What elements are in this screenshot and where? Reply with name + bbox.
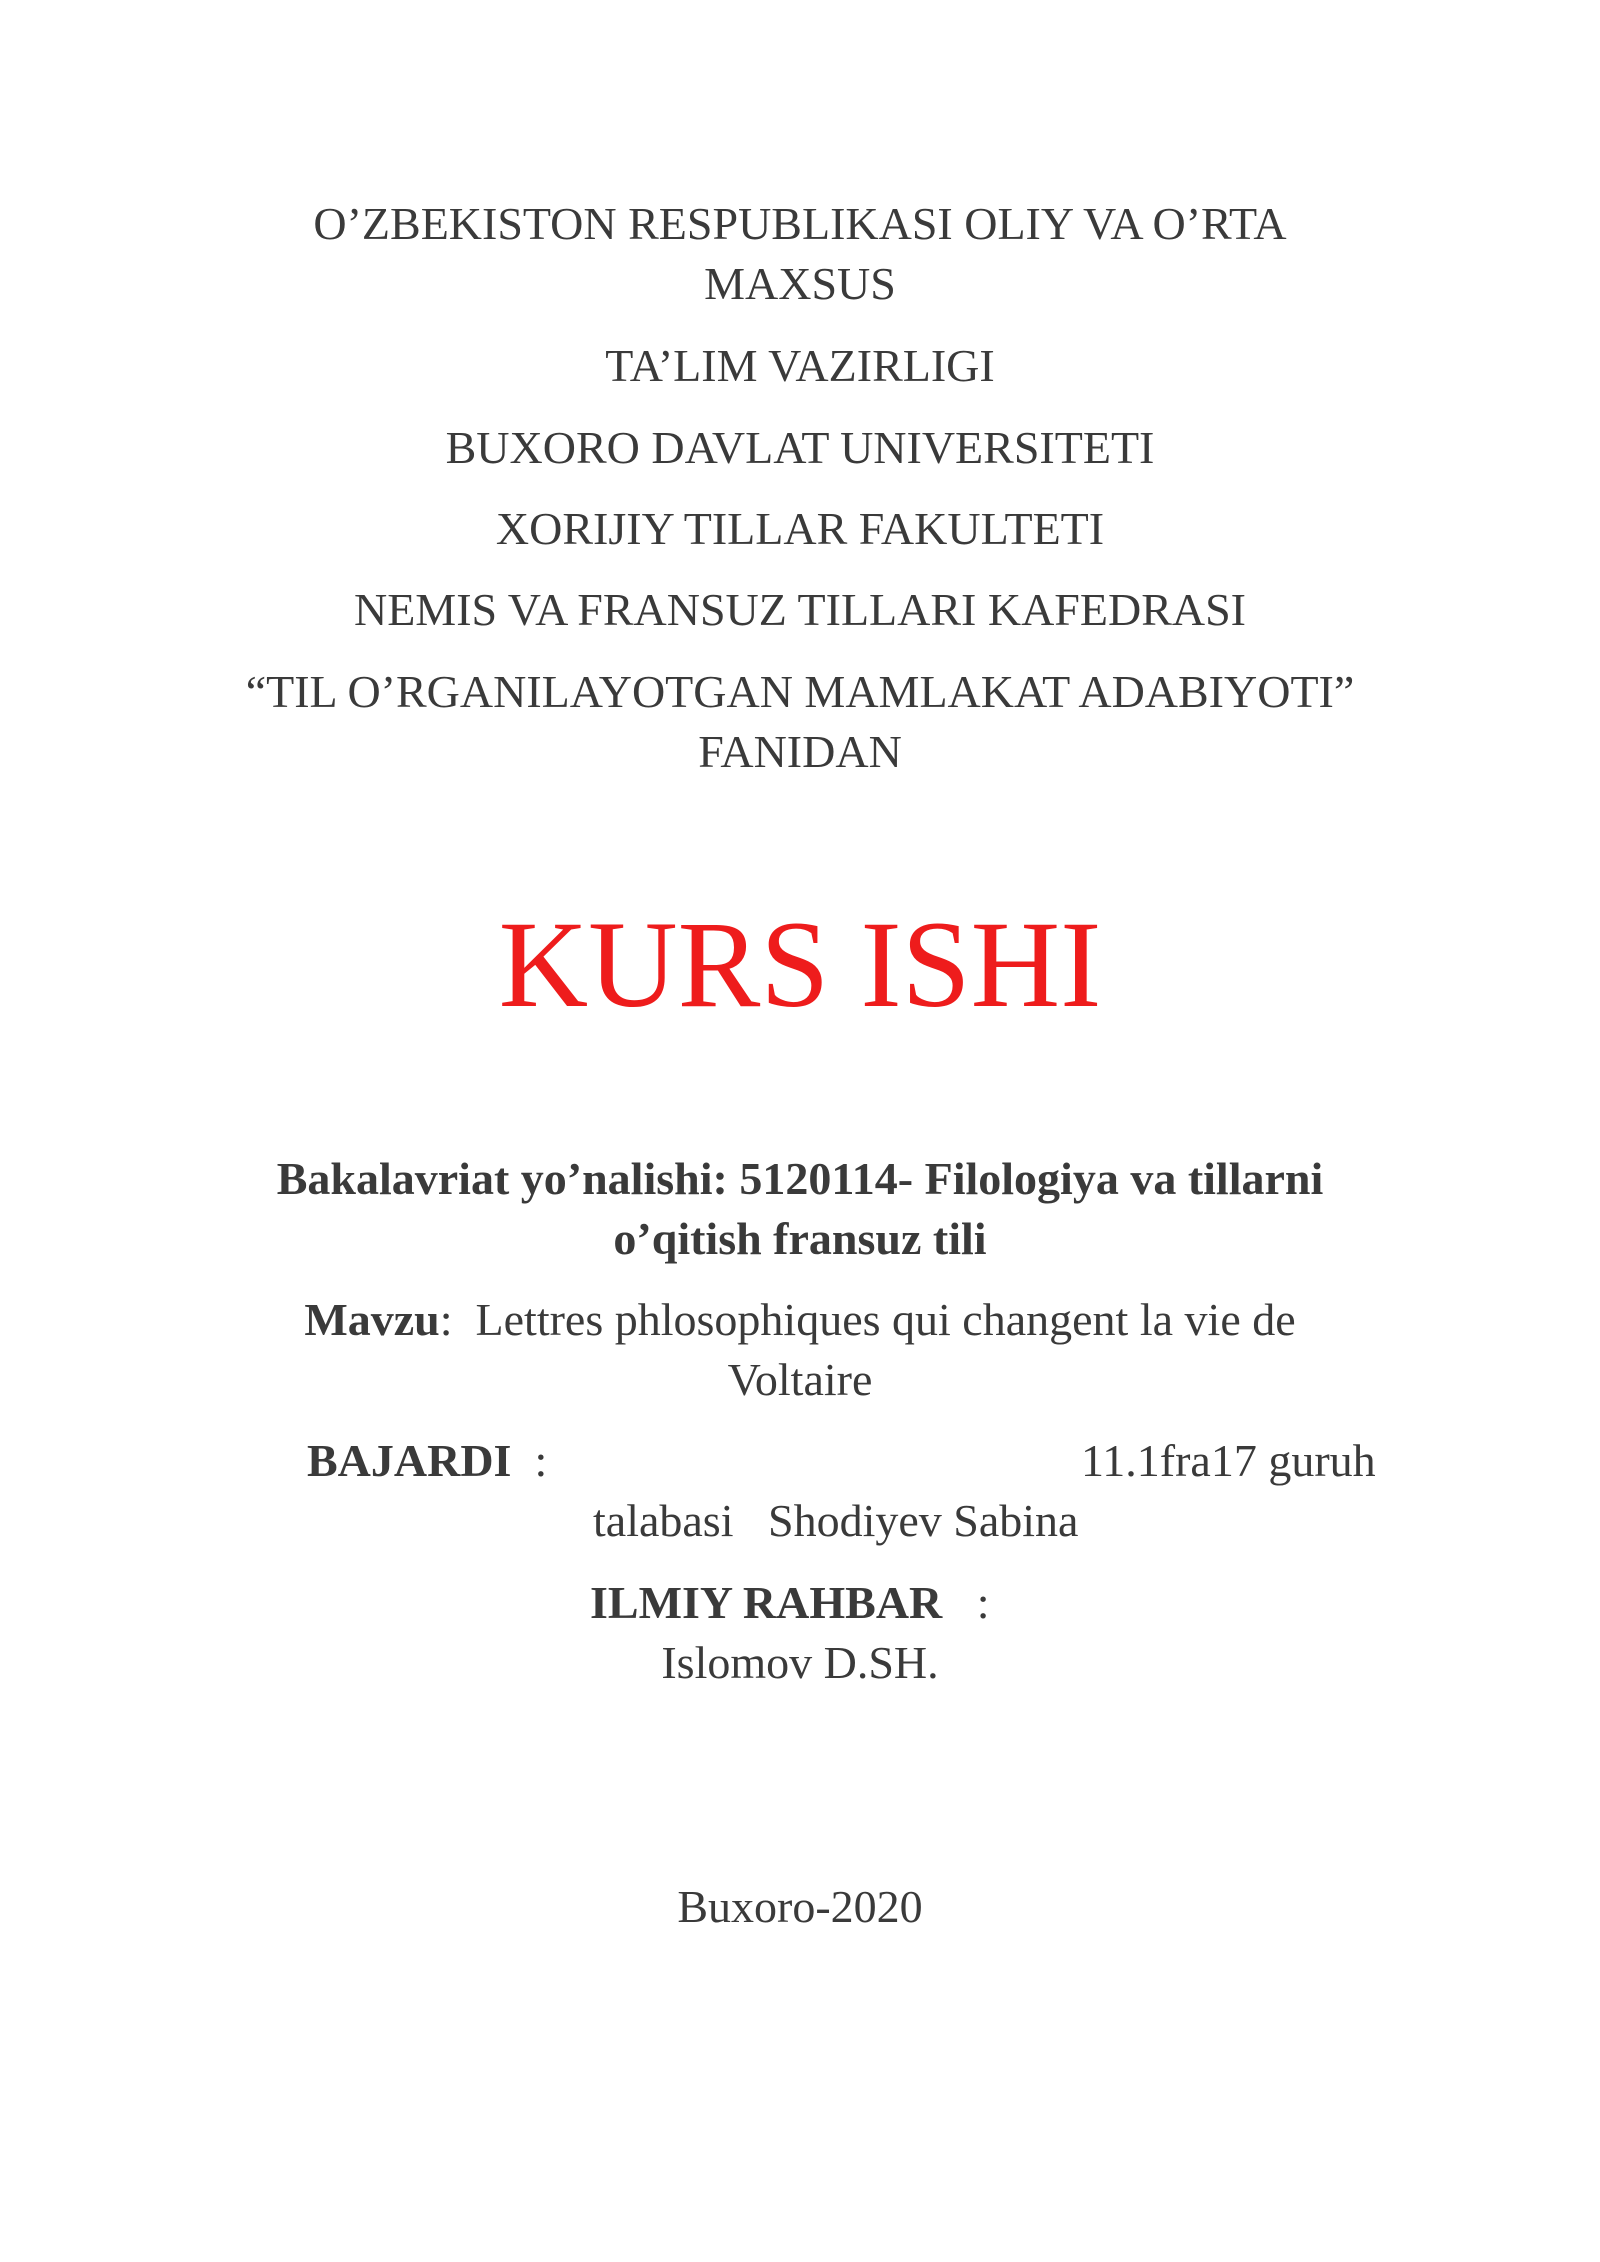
subject-line-2: FANIDAN (698, 726, 902, 777)
performer-label-row (307, 1431, 547, 1491)
program-line-1: Bakalavriat yo’nalishi: 5120114- Filologiya va tillarni (276, 1153, 1324, 1204)
program-line-2: o’qitish fransuz tili (613, 1213, 987, 1264)
topic-line-1 (0, 1290, 1600, 1350)
faculty-name: XORIJIY TILLAR FAKULTETI (495, 503, 1105, 554)
ministry-line-2: MAXSUS (704, 258, 896, 309)
topic-text-1: Lettres phlosophiques qui changent la vie de (475, 1294, 1296, 1345)
page-title: KURS ISHI (498, 896, 1102, 1033)
supervisor-name: Islomov D.SH. (661, 1637, 939, 1688)
topic-label: Mavzu (304, 1294, 440, 1345)
supervisor-label-row (590, 1573, 990, 1633)
topic-line-2: Voltaire (727, 1354, 873, 1405)
topic-separator: : (439, 1294, 453, 1345)
supervisor-label: ILMIY RAHBAR (590, 1577, 943, 1628)
ministry-line-3: TA’LIM VAZIRLIGI (605, 340, 995, 391)
performer-separator: : (534, 1435, 548, 1486)
performer-student-row (593, 1491, 1078, 1551)
performer-label: BAJARDI (307, 1435, 512, 1486)
student-prefix: talabasi (593, 1495, 734, 1546)
supervisor-separator: : (976, 1577, 990, 1628)
department-name: NEMIS VA FRANSUZ TILLARI KAFEDRASI (353, 584, 1246, 635)
student-name: Shodiyev Sabina (768, 1495, 1079, 1546)
university-name: BUXORO DAVLAT UNIVERSITETI (445, 422, 1155, 473)
subject-line-1: “TIL O’RGANILAYOTGAN MAMLAKAT ADABIYOTI” (245, 666, 1355, 717)
performer-group: 11.1fra17 guruh (1081, 1435, 1376, 1486)
ministry-line-1: O’ZBEKISTON RESPUBLIKASI OLIY VA O’RTA (313, 198, 1287, 249)
place-year: Buxoro-2020 (677, 1881, 923, 1932)
